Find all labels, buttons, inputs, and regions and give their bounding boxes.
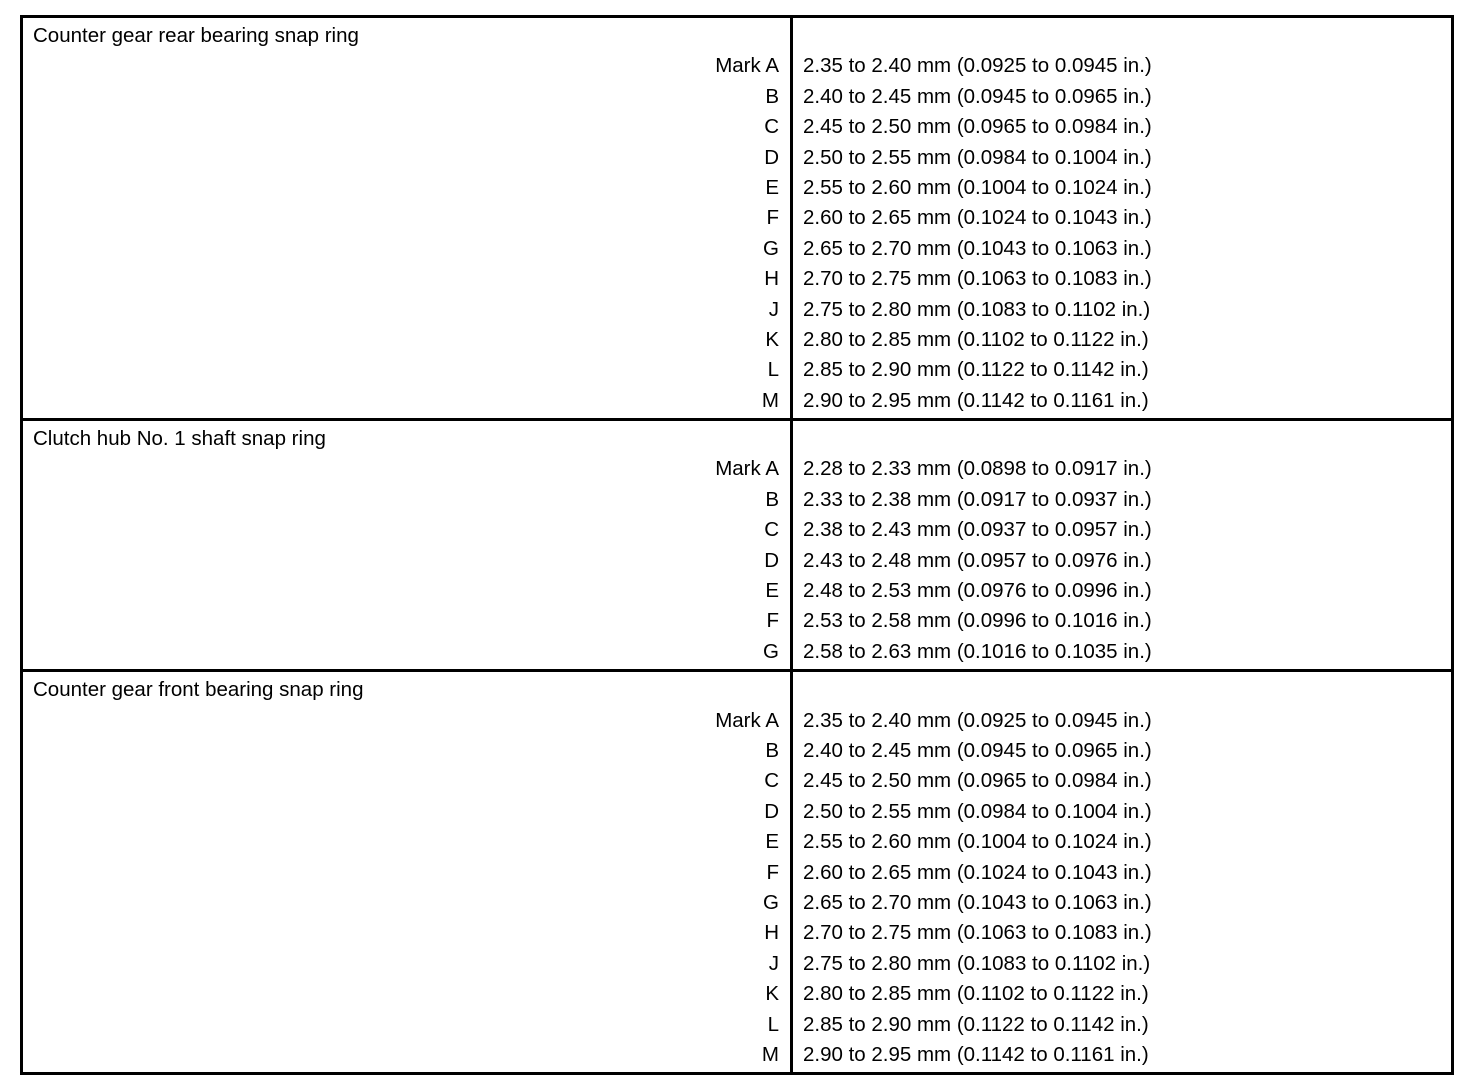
mark-label: H: [764, 921, 779, 945]
thickness-spec: 2.43 to 2.48 mm (0.0957 to 0.0976 in.): [803, 548, 1152, 572]
mark-label: F: [766, 206, 779, 230]
mark-label: G: [763, 236, 779, 260]
thickness-spec: 2.38 to 2.43 mm (0.0937 to 0.0957 in.): [803, 518, 1152, 542]
thickness-spec: 2.50 to 2.55 mm (0.0984 to 0.1004 in.): [803, 145, 1152, 169]
mark-label: G: [763, 639, 779, 663]
spec-header-spacer: [793, 424, 1451, 454]
mark-label: K: [765, 327, 779, 351]
mark-label: F: [766, 860, 779, 884]
section-title: Counter gear rear bearing snap ring: [33, 24, 359, 47]
mark-label: M: [761, 388, 779, 412]
mark-label: B: [765, 84, 779, 108]
mark-label: M: [761, 1042, 779, 1066]
thickness-spec: 2.75 to 2.80 mm (0.1083 to 0.1102 in.): [803, 951, 1151, 975]
section-title: Clutch hub No. 1 shaft snap ring: [33, 427, 326, 451]
mark-label: C: [764, 518, 779, 542]
section-row: [22, 17, 1453, 420]
section-label-cell: [22, 420, 792, 671]
thickness-spec: 2.50 to 2.55 mm (0.0984 to 0.1004 in.): [803, 799, 1152, 823]
mark-list: [23, 51, 790, 418]
section-spec-cell: [792, 671, 1453, 1074]
section-spec-cell: [792, 17, 1453, 420]
section-bottom-pad: [23, 1070, 790, 1072]
section-bottom-pad: [793, 667, 1451, 669]
thickness-spec: 2.80 to 2.85 mm (0.1102 to 0.1122 in.): [803, 982, 1149, 1006]
section-row: [22, 671, 1453, 1074]
mark-label: J: [768, 297, 779, 321]
thickness-spec: 2.55 to 2.60 mm (0.1004 to 0.1024 in.): [803, 830, 1152, 854]
thickness-spec: 2.58 to 2.63 mm (0.1016 to 0.1035 in.): [803, 639, 1152, 663]
mark-list: [23, 706, 790, 1073]
thickness-spec: 2.45 to 2.50 mm (0.0965 to 0.0984 in.): [803, 115, 1152, 139]
thickness-spec: 2.35 to 2.40 mm (0.0925 to 0.0945 in.): [803, 708, 1152, 732]
thickness-spec: 2.70 to 2.75 mm (0.1063 to 0.1083 in.): [803, 267, 1152, 291]
mark-label: K: [765, 982, 779, 1006]
mark-label: E: [765, 579, 779, 603]
mark-label: D: [764, 145, 779, 169]
mark-label: L: [767, 1012, 779, 1036]
mark-label: C: [764, 115, 779, 139]
thickness-spec: 2.45 to 2.50 mm (0.0965 to 0.0984 in.): [803, 769, 1152, 793]
section-bottom-pad: [23, 416, 790, 418]
thickness-spec: 2.55 to 2.60 mm (0.1004 to 0.1024 in.): [803, 175, 1152, 199]
thickness-spec: 2.65 to 2.70 mm (0.1043 to 0.1063 in.): [803, 236, 1152, 260]
spec-header-spacer: [793, 675, 1451, 705]
thickness-spec: 2.65 to 2.70 mm (0.1043 to 0.1063 in.): [803, 890, 1152, 914]
thickness-spec: 2.85 to 2.90 mm (0.1122 to 0.1142 in.): [803, 1012, 1149, 1036]
spec-table-body: [22, 17, 1453, 1074]
section-label-cell: [22, 17, 792, 420]
thickness-spec: 2.33 to 2.38 mm (0.0917 to 0.0937 in.): [803, 487, 1152, 511]
thickness-spec: 2.90 to 2.95 mm (0.1142 to 0.1161 in.): [803, 388, 1149, 412]
section-bottom-pad: [793, 1070, 1451, 1072]
thickness-spec: 2.75 to 2.80 mm (0.1083 to 0.1102 in.): [803, 297, 1151, 321]
thickness-spec: 2.90 to 2.95 mm (0.1142 to 0.1161 in.): [803, 1042, 1149, 1066]
mark-label: D: [764, 548, 779, 572]
mark-label: B: [765, 738, 779, 762]
mark-label: E: [765, 175, 779, 199]
thickness-spec: 2.80 to 2.85 mm (0.1102 to 0.1122 in.): [803, 327, 1149, 351]
section-bottom-pad: [793, 416, 1451, 418]
mark-label: E: [765, 830, 779, 854]
mark-label: L: [767, 358, 779, 382]
thickness-spec: 2.60 to 2.65 mm (0.1024 to 0.1043 in.): [803, 206, 1152, 230]
mark-label: H: [764, 267, 779, 291]
section-title: Counter gear front bearing snap ring: [33, 678, 364, 702]
mark-label: Mark A: [715, 457, 779, 481]
mark-label: C: [764, 769, 779, 793]
mark-label: D: [764, 799, 779, 823]
spec-header-spacer: [793, 21, 1451, 51]
thickness-spec: 2.48 to 2.53 mm (0.0976 to 0.0996 in.): [803, 579, 1152, 603]
section-bottom-pad: [23, 667, 790, 669]
section-label-cell: [22, 671, 792, 1074]
mark-label: J: [768, 951, 779, 975]
thickness-spec: 2.60 to 2.65 mm (0.1024 to 0.1043 in.): [803, 860, 1152, 884]
thickness-spec: 2.40 to 2.45 mm (0.0945 to 0.0965 in.): [803, 84, 1152, 108]
thickness-spec: 2.28 to 2.33 mm (0.0898 to 0.0917 in.): [803, 457, 1152, 481]
thickness-spec: 2.70 to 2.75 mm (0.1063 to 0.1083 in.): [803, 921, 1152, 945]
section-spec-cell: [792, 420, 1453, 671]
thickness-spec: 2.35 to 2.40 mm (0.0925 to 0.0945 in.): [803, 54, 1152, 78]
thickness-spec: 2.40 to 2.45 mm (0.0945 to 0.0965 in.): [803, 738, 1152, 762]
mark-label: G: [763, 890, 779, 914]
mark-list: [23, 454, 790, 669]
mark-label: Mark A: [715, 708, 779, 732]
section-row: [22, 420, 1453, 671]
mark-label: F: [766, 609, 779, 633]
thickness-spec: 2.53 to 2.58 mm (0.0996 to 0.1016 in.): [803, 609, 1152, 633]
snap-ring-spec-table: [20, 15, 1454, 1075]
thickness-spec: 2.85 to 2.90 mm (0.1122 to 0.1142 in.): [803, 358, 1149, 382]
mark-label: Mark A: [715, 54, 779, 78]
mark-label: B: [765, 487, 779, 511]
